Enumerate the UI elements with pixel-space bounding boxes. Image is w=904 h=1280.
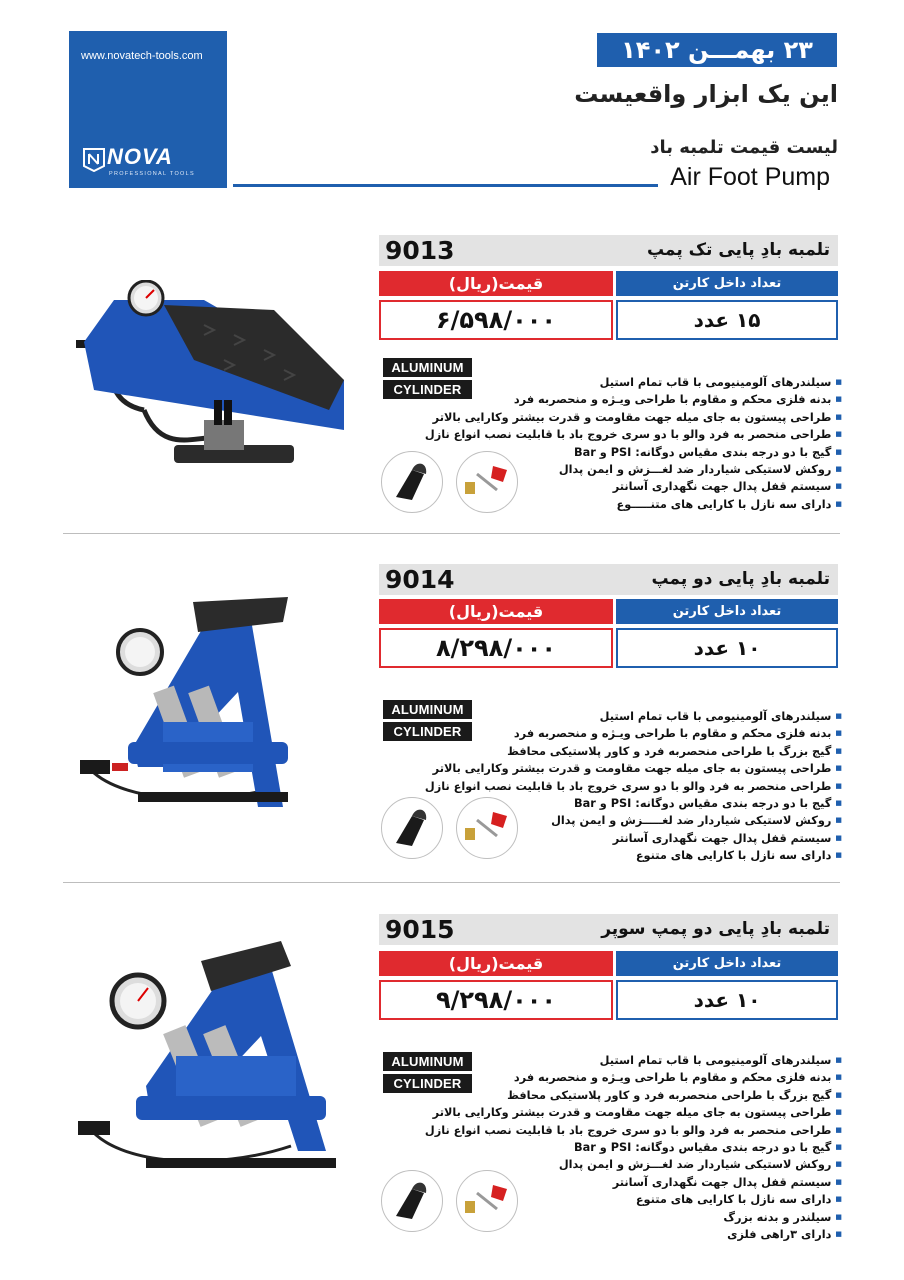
feature-item: ■ بدنه فلزی محکم و مقاوم با طراحی ویـژه و منحصربه فرد [412, 391, 842, 408]
price-header: قیمت(ریال) [379, 599, 613, 624]
product-name: تلمبه بادِ پایی دو پمپ [651, 569, 830, 589]
section-divider [63, 882, 840, 883]
feature-item: ■ بدنه فلزی محکم و مقاوم با طراحی ویـژه و منحصربه فرد [412, 1069, 842, 1086]
feature-item: ■ گیج با دو درجه بندی مقیاس دوگانه: PSI و Bar [412, 444, 842, 461]
date-banner: ۲۳ بهمـــن ۱۴۰۲ [597, 33, 837, 67]
double-foot-pump-image [78, 592, 303, 817]
section-divider [63, 533, 840, 534]
product-name: تلمبه بادِ پایی تک پمپ [646, 240, 830, 260]
feature-item: ■ دارای سه نازل با کارایی های متنـــــوع [412, 496, 842, 513]
feature-item: ■ طراحی پیستون به جای میله جهت مقاومت و قدرت بیشتر وکارایی بالاتر [412, 409, 842, 426]
badge-line-aluminum: ALUMINUM [383, 358, 472, 377]
feature-item: ■ سیستم قفل پدال جهت نگهداری آسانتر [412, 1174, 842, 1191]
price-header: قیمت(ریال) [379, 271, 613, 296]
feature-item: ■ طراحی پیستون به جای میله جهت مقاومت و قدرت بیشتر وکارایی بالاتر [412, 760, 842, 777]
feature-item: ■ سیلندرهای آلومینیومی با قاب تمام استیل [412, 374, 842, 391]
model-number: 9014 [385, 565, 455, 594]
carton-qty-value: ۱۵ عدد [616, 300, 838, 340]
badge-line-aluminum: ALUMINUM [383, 1052, 472, 1071]
feature-item: ■ گیج بزرگ با طراحی منحصربه فرد و کاور پلاستیکی محافظ [412, 743, 842, 760]
feature-item: ■ طراحی منحصر به فرد والو با دو سری خروج باد با قابلیت نصب انواع نازل [412, 1122, 842, 1139]
feature-item: ■ طراحی منحصر به فرد والو با دو سری خروج باد با قابلیت نصب انواع نازل [412, 778, 842, 795]
badge-line-cylinder: CYLINDER [383, 1074, 472, 1093]
nozzle-adapters-image [456, 451, 518, 513]
feature-item: ■ گیج با دو درجه بندی مقیاس دوگانه: PSI و Bar [412, 1139, 842, 1156]
product-header-bar [379, 235, 838, 266]
feature-item: ■ روکش لاستیکی شیاردار ضد لغـــــزش و ایمن پدال [412, 812, 842, 829]
price-value: ۹/۲۹۸/۰۰۰ [379, 980, 613, 1020]
tagline: این یک ابزار واقعیست [574, 80, 838, 108]
model-number: 9013 [385, 236, 455, 265]
carton-qty-header: تعداد داخل کارتن [616, 599, 838, 624]
badge-line-cylinder: CYLINDER [383, 722, 472, 741]
nozzle-adapters-image [456, 1170, 518, 1232]
price-list-title: لیست قیمت تلمبه باد [650, 137, 838, 158]
feature-item: ■ دارای ۳راهی فلزی [412, 1226, 842, 1243]
brand-name: NOVA [107, 144, 173, 169]
product-name: تلمبه بادِ پایی دو پمپ سوپر [601, 919, 830, 939]
single-foot-pump-image [74, 280, 349, 490]
super-double-foot-pump-image [76, 936, 361, 1176]
feature-item: ■ سیستم قفل پدال جهت نگهداری آسانتر [412, 478, 842, 495]
feature-item: ■ سیستم قفل پدال جهت نگهداری آسانتر [412, 830, 842, 847]
price-value: ۶/۵۹۸/۰۰۰ [379, 300, 613, 340]
feature-item: ■ دارای سه نازل با کارایی های متنوع [412, 1191, 842, 1208]
feature-item: ■ بدنه فلزی محکم و مقاوم با طراحی ویـژه و منحصربه فرد [412, 725, 842, 742]
carton-qty-value: ۱۰ عدد [616, 628, 838, 668]
carton-qty-header: تعداد داخل کارتن [616, 951, 838, 976]
feature-item: ■ طراحی پیستون به جای میله جهت مقاومت و قدرت بیشتر وکارایی بالاتر [412, 1104, 842, 1121]
feature-item: ■ روکش لاستیکی شیاردار ضد لغـــزش و ایمن پدال [412, 461, 842, 478]
nozzle-chuck-image [381, 451, 443, 513]
nozzle-chuck-image [381, 797, 443, 859]
brand-logo-panel [69, 31, 227, 188]
feature-item: ■ روکش لاستیکی شیاردار ضد لغـــزش و ایمن پدال [412, 1156, 842, 1173]
feature-item: ■ گیج بزرگ با طراحی منحصربه فرد و کاور پلاستیکی محافظ [412, 1087, 842, 1104]
feature-item: ■ سیلندرهای آلومینیومی با قاب تمام استیل [412, 708, 842, 725]
carton-qty-header: تعداد داخل کارتن [616, 271, 838, 296]
feature-item: ■ گیج با دو درجه بندی مقیاس دوگانه: PSI و Bar [412, 795, 842, 812]
brand-subtitle: PROFESSIONAL TOOLS [109, 171, 195, 177]
badge-line-cylinder: CYLINDER [383, 380, 472, 399]
header-divider [233, 184, 658, 187]
nozzle-adapters-image [456, 797, 518, 859]
feature-item: ■ دارای سه نازل با کارایی های متنوع [412, 847, 842, 864]
badge-line-aluminum: ALUMINUM [383, 700, 472, 719]
website-url[interactable]: www.novatech-tools.com [81, 50, 203, 62]
feature-item: ■ سیلندر و بدنه بزرگ [412, 1209, 842, 1226]
product-header-bar [379, 914, 838, 945]
model-number: 9015 [385, 915, 455, 944]
feature-item: ■ طراحی منحصر به فرد والو با دو سری خروج باد با قابلیت نصب انواع نازل [412, 426, 842, 443]
english-title: Air Foot Pump [670, 163, 830, 191]
price-header: قیمت(ریال) [379, 951, 613, 976]
product-header-bar [379, 564, 838, 595]
carton-qty-value: ۱۰ عدد [616, 980, 838, 1020]
feature-item: ■ سیلندرهای آلومینیومی با قاب تمام استیل [412, 1052, 842, 1069]
nozzle-chuck-image [381, 1170, 443, 1232]
price-value: ۸/۲۹۸/۰۰۰ [379, 628, 613, 668]
